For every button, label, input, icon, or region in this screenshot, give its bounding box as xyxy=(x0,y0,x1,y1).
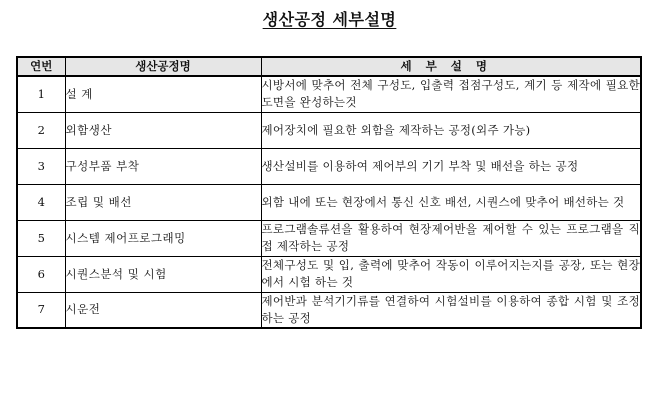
process-name: 시스템 제어프로그래밍 xyxy=(65,220,261,256)
row-number: 7 xyxy=(17,292,65,328)
header-no: 연번 xyxy=(17,57,65,76)
process-name: 시퀀스분석 및 시험 xyxy=(65,256,261,292)
process-name: 설 계 xyxy=(65,76,261,112)
process-name: 구성부품 부착 xyxy=(65,148,261,184)
table-row xyxy=(17,292,641,328)
row-number: 3 xyxy=(17,148,65,184)
table-row xyxy=(17,148,641,184)
row-number: 6 xyxy=(17,256,65,292)
row-number: 2 xyxy=(17,112,65,148)
header-row xyxy=(17,57,641,76)
header-process-name: 생산공정명 xyxy=(65,57,261,76)
process-detail: 생산설비를 이용하여 제어부의 기기 부착 및 배선을 하는 공정 xyxy=(261,148,641,184)
process-table xyxy=(16,56,642,329)
row-number: 5 xyxy=(17,220,65,256)
process-name: 시운전 xyxy=(65,292,261,328)
process-detail: 제어장치에 필요한 외함을 제작하는 공정(외주 가능) xyxy=(261,112,641,148)
process-detail: 전체구성도 및 입, 출력에 맞추어 작동이 이루어지는지를 공장, 또는 현장에서 시험 하는 것 xyxy=(261,256,641,292)
table-row xyxy=(17,112,641,148)
process-detail: 제어반과 분석기기류를 연결하여 시험설비를 이용하여 종합 시험 및 조정하는 공정 xyxy=(261,292,641,328)
table-body xyxy=(17,76,641,328)
table-row xyxy=(17,76,641,112)
row-number: 4 xyxy=(17,184,65,220)
row-number: 1 xyxy=(17,76,65,112)
header-detail: 세부설명 xyxy=(261,57,641,76)
table-row xyxy=(17,256,641,292)
process-detail: 외함 내에 또는 현장에서 통신 신호 배선, 시퀀스에 맞추어 배선하는 것 xyxy=(261,184,641,220)
document-title: 생산공정 세부설명 xyxy=(262,10,397,29)
process-name: 외함생산 xyxy=(65,112,261,148)
process-name: 조립 및 배선 xyxy=(65,184,261,220)
table-row xyxy=(17,184,641,220)
process-detail: 프로그램솔류션을 활용하여 현장제어반을 제어할 수 있는 프로그램을 직접 제작하는 공정 xyxy=(261,220,641,256)
table-row xyxy=(17,220,641,256)
table-header xyxy=(17,57,641,76)
process-detail: 시방서에 맞추어 전체 구성도, 입출력 접점구성도, 계기 등 제작에 필요한 도면을 완성하는것 xyxy=(261,76,641,112)
